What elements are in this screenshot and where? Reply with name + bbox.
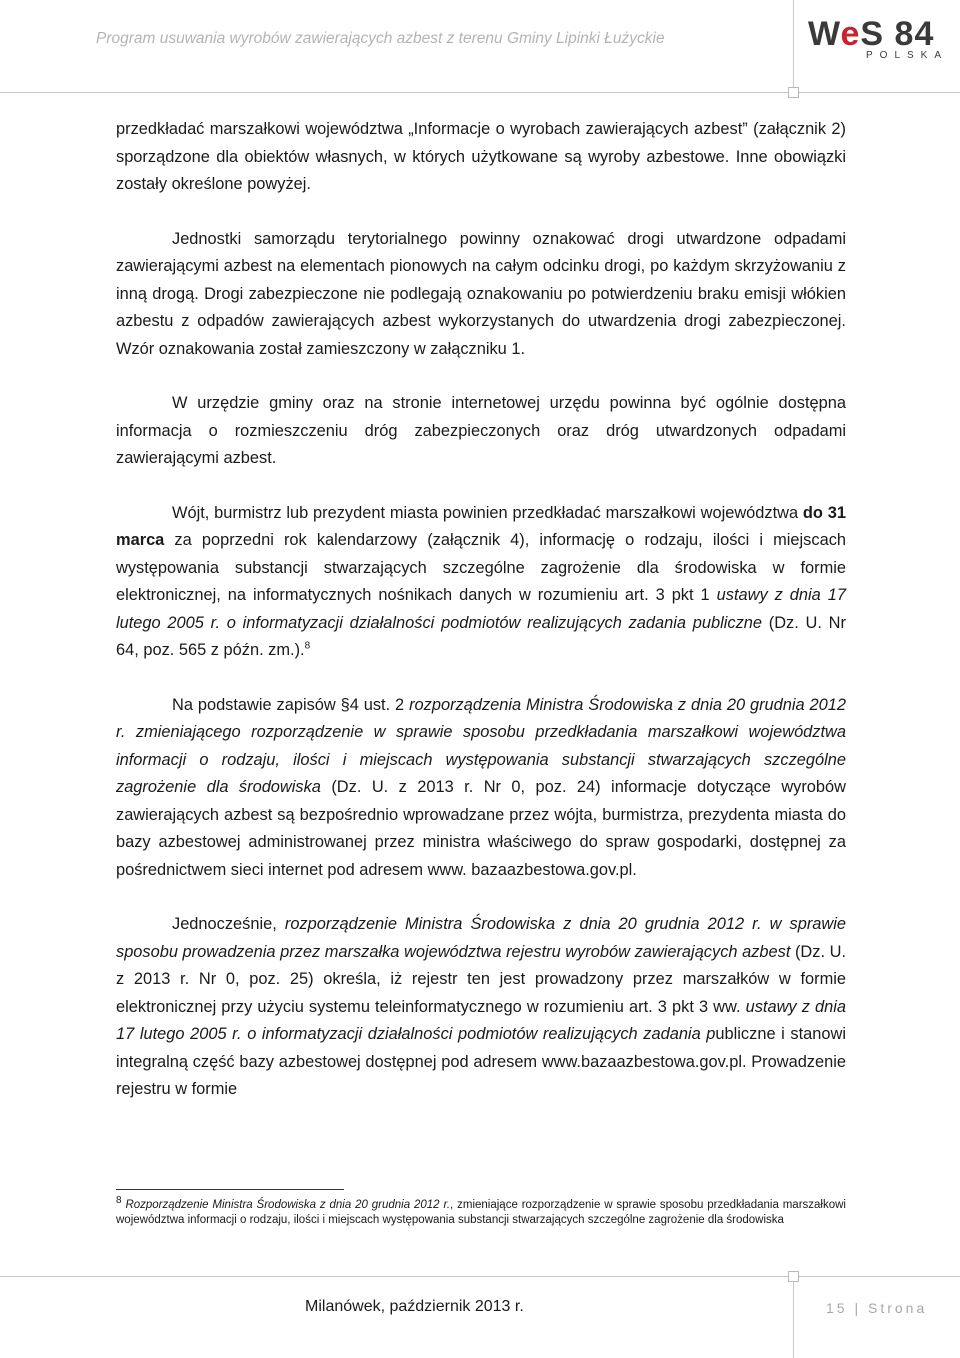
logo-accent-letter: e [840, 15, 861, 53]
document-header-title: Program usuwania wyrobów zawierających azbest z terenu Gminy Lipinki Łużyckie [96, 30, 665, 47]
paragraph-4: Wójt, burmistrz lub prezydent miasta powinien przedkładać marszałkowi województwa do 31 marca za poprzedni rok kalendarzowy (załącznik 4), informację o rodzaju, ilości i miejscach występowania substancji stwarzających szczególne zagrożenie dla środowiska w formie elektronicznej, na informatycznych nośnikach danych w rozumieniu art. 3 pkt 1 ustawy z dnia 17 lutego 2005 r. o informatyzacji działalności podmiotów realizujących zadania publiczne (Dz. U. Nr 64, poz. 565 z późn. zm.).$^8$ [116, 503, 847, 659]
header-rule-marker [788, 87, 799, 98]
paragraph-2: Jednostki samorządu terytorialnego powinny oznakować drogi utwardzone odpadami zawierającymi azbest na elementach pionowych na całym odcinku drogi, po każdym skrzyżowaniu z inną drogą. Drogi zabezpieczone nie podlegają oznakowaniu po potwierdzeniu braku emisji włókien azbestu z odpadów zawierających azbest wykorzystanych do utwardzenia drogi zabezpieczonej. Wzór oznakowania został zamieszczony w załączniku 1. [116, 229, 846, 358]
page-number: 15 | Strona [826, 1300, 928, 1316]
paragraph-3: W urzędzie gminy oraz na stronie internetowej urzędu powinna być ogólnie dostępna informacja o rozmieszczeniu dróg zabezpieczonych oraz dróg utwardzonych odpadami zawierającymi azbest. [116, 394, 846, 467]
footer-rule-marker [788, 1271, 799, 1282]
page-body [116, 116, 846, 1104]
paragraph-5: Na podstawie zapisów §4 ust. 2 rozporządzenia Ministra Środowiska z dnia 20 grudnia 2012 r. zmieniającego rozporządzenie w sprawie sposobu przedkładania marszałkowi województwa informacji o rodzaju, ilości i miejscach występowania substancji stwarzających szczególne zagrożenie dla środowiska (Dz. U. z 2013 r. Nr 0, poz. 24) informacje dotyczące wyrobów zawierających azbest są bezpośrednio wprowadzane przez wójta, burmistrza, prezydenta miasta do bazy azbestowej administrowanej przez ministra właściwego do spraw gospodarki, dostępnej za pośrednictwem sieci internet pod adresem www. bazaazbestowa.gov.pl. [116, 695, 846, 879]
company-logo [808, 16, 948, 64]
paragraph-1: przedkładać marszałkowi województwa „Informacje o wyrobach zawierających azbest” (załącznik 2) sporządzone dla obiektów własnych, w których użytkowane są wyroby azbestowe. Inne obowiązki zostały określone powyżej. [116, 120, 846, 193]
paragraph-6: Jednocześnie, rozporządzenie Ministra Środowiska z dnia 20 grudnia 2012 r. w sprawie sposobu prowadzenia przez marszałka województwa rejestru wyrobów zawierających azbest (Dz. U. z 2013 r. Nr 0, poz. 25) określa, iż rejestr ten jest prowadzony przez marszałków w formie elektronicznej przy użyciu systemu teleinformatycznego w rozumieniu art. 3 pkt 3 ww. ustawy z dnia 17 lutego 2005 r. o informatyzacji działalności podmiotów realizujących zadania publiczne i stanowi integralną część bazy azbestowej dostępnej pod adresem www.bazaazbestowa.gov.pl. Prowadzenie rejestru w formie [116, 915, 846, 1098]
footer-place-date: Milanówek, październik 2013 r. [305, 1298, 524, 1315]
footer-horizontal-rule [0, 1276, 960, 1277]
logo-wordmark: WeS 84 [808, 15, 935, 53]
footer-vertical-rule [793, 1276, 794, 1358]
header-vertical-rule [793, 0, 794, 92]
header-horizontal-rule [0, 92, 960, 93]
footnote-separator [116, 1189, 344, 1190]
footnote-reference: 8 [304, 640, 311, 652]
logo-subtitle: POLSKA [866, 50, 949, 61]
footnote-8: $^8$ Rozporządzenie Ministra Środowiska z dnia 20 grudnia 2012 r., zmieniające rozporządzenie w sprawie sposobu przedkładania marszałkowi województwa informacji o rodzaju, ilości i miejscach występowania substancji stwarzających szczególne zagrożenie dla środowiska [116, 1195, 846, 1226]
